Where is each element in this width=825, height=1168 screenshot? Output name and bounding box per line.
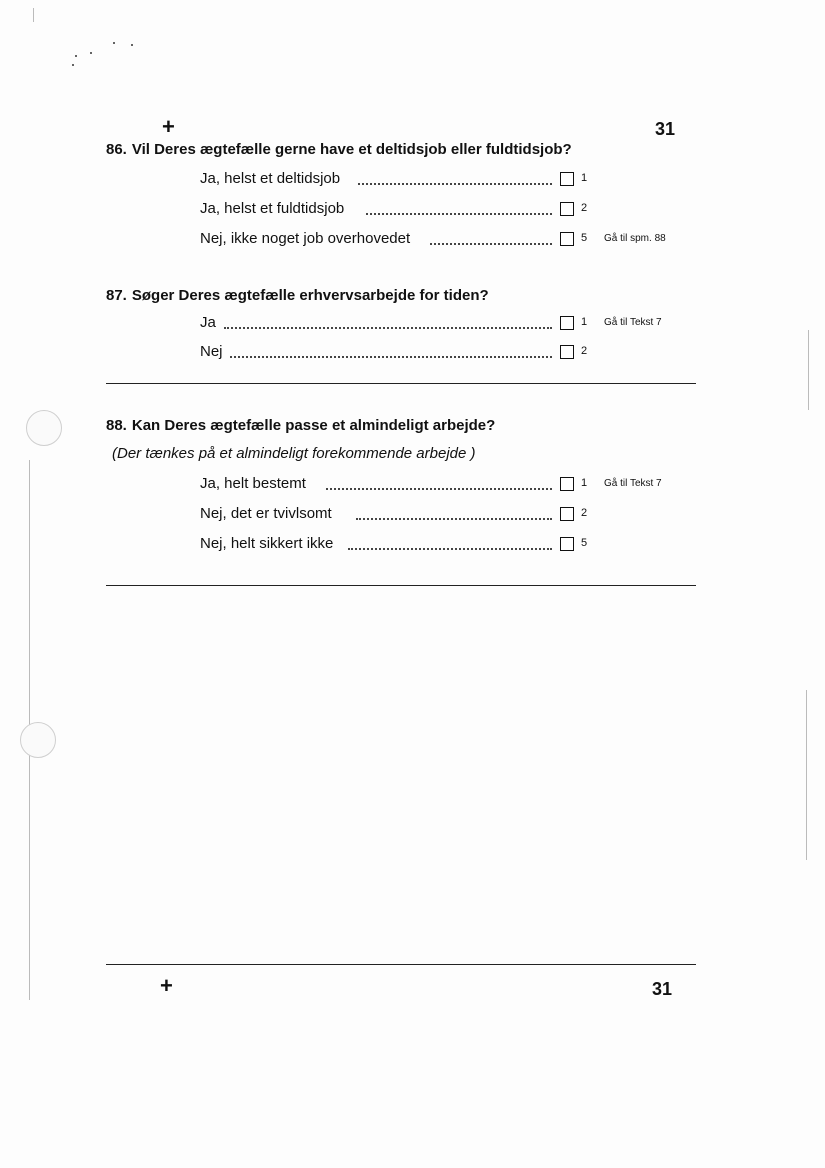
- answer-code: 2: [581, 345, 588, 357]
- answer-option: [200, 313, 680, 333]
- registration-mark-top: +: [162, 114, 175, 139]
- skip-instruction: Gå til Tekst 7: [604, 478, 662, 489]
- scan-edge-line: [806, 690, 807, 860]
- answer-option: [200, 504, 680, 524]
- question-text: Kan Deres ægtefælle passe et almindeligt arbejde?: [131, 417, 496, 434]
- answer-checkbox[interactable]: [560, 232, 574, 246]
- skip-instruction: Gå til Tekst 7: [604, 317, 662, 328]
- question-number: 86.: [106, 141, 127, 158]
- page-number-bottom: 31: [652, 979, 673, 999]
- footer-divider: [106, 964, 696, 965]
- option-label: Nej: [200, 343, 223, 360]
- option-label: Ja, helst et fuldtidsjob: [200, 200, 345, 217]
- option-label: Nej, det er tvivlsomt: [200, 505, 332, 522]
- punch-hole: [20, 722, 56, 758]
- answer-option: [200, 474, 680, 494]
- dot-leader: [358, 183, 552, 185]
- scan-edge-line: [808, 330, 809, 410]
- answer-code: 1: [581, 477, 588, 489]
- answer-checkbox[interactable]: [560, 477, 574, 491]
- section-divider: [106, 585, 696, 586]
- answer-option: [200, 199, 680, 219]
- answer-option: [200, 229, 680, 249]
- scan-speck: [131, 44, 133, 46]
- dot-leader: [224, 327, 552, 329]
- question-86: [106, 140, 572, 160]
- dot-leader: [366, 213, 552, 215]
- dot-leader: [326, 488, 552, 490]
- answer-checkbox[interactable]: [560, 345, 574, 359]
- scan-speck: [90, 52, 92, 54]
- page-number-top: 31: [655, 119, 676, 139]
- question-number: 87.: [106, 287, 127, 304]
- question-text: Søger Deres ægtefælle erhvervsarbejde for tiden?: [131, 287, 489, 304]
- section-divider: [106, 383, 696, 384]
- question-number: 88.: [106, 417, 127, 434]
- scan-artifact: [33, 8, 34, 22]
- option-label: Ja, helt bestemt: [200, 475, 306, 492]
- answer-code: 1: [581, 172, 588, 184]
- skip-instruction: Gå til spm. 88: [604, 233, 666, 244]
- dot-leader: [230, 356, 552, 358]
- answer-checkbox[interactable]: [560, 316, 574, 330]
- answer-code: 2: [581, 507, 588, 519]
- registration-mark-bottom: +: [160, 973, 173, 998]
- answer-option: [200, 169, 680, 189]
- answer-option: [200, 342, 680, 362]
- dot-leader: [356, 518, 552, 520]
- answer-code: 5: [581, 232, 588, 244]
- answer-code: 5: [581, 537, 588, 549]
- answer-option: [200, 534, 680, 554]
- option-label: Ja, helst et deltidsjob: [200, 170, 341, 187]
- dot-leader: [430, 243, 552, 245]
- question-88: [106, 416, 495, 436]
- dot-leader: [348, 548, 552, 550]
- scan-speck: [113, 42, 115, 44]
- scan-speck: [72, 64, 74, 66]
- question-text: Vil Deres ægtefælle gerne have et deltidsjob eller fuldtidsjob?: [131, 141, 572, 158]
- scan-speck: [75, 55, 77, 57]
- question-87: [106, 286, 489, 306]
- answer-code: 2: [581, 202, 588, 214]
- question-instruction: (Der tænkes på et almindeligt forekommende arbejde ): [112, 445, 476, 462]
- answer-code: 1: [581, 316, 588, 328]
- option-label: Nej, helt sikkert ikke: [200, 535, 334, 552]
- answer-checkbox[interactable]: [560, 537, 574, 551]
- option-label: Ja: [200, 314, 216, 331]
- punch-hole: [26, 410, 62, 446]
- answer-checkbox[interactable]: [560, 202, 574, 216]
- answer-checkbox[interactable]: [560, 172, 574, 186]
- answer-checkbox[interactable]: [560, 507, 574, 521]
- option-label: Nej, ikke noget job overhovedet: [200, 230, 411, 247]
